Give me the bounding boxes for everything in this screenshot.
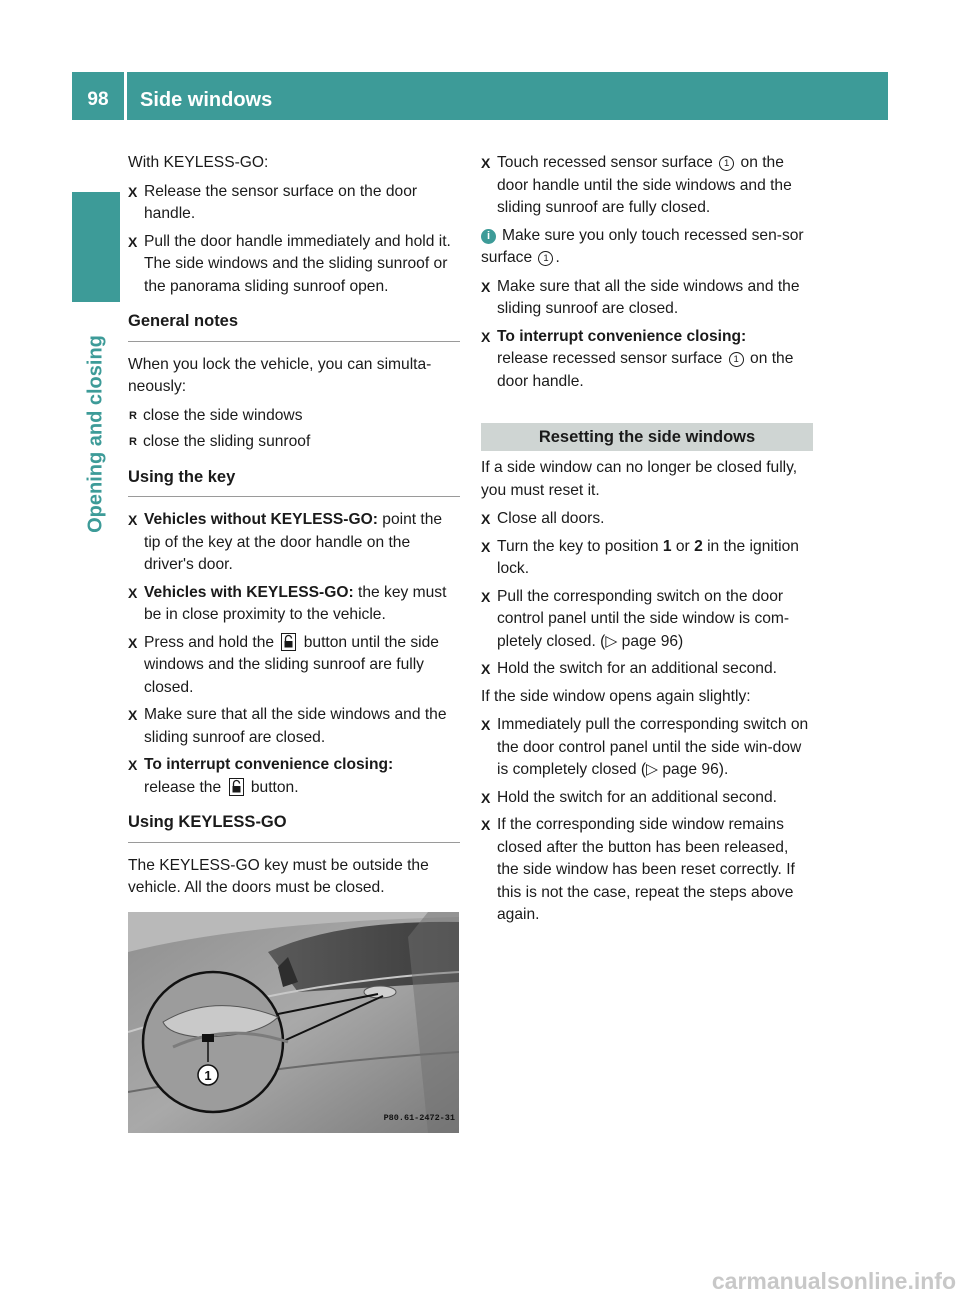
instruction-step	[481, 814, 813, 927]
info-icon: i	[481, 229, 496, 244]
door-handle-figure	[128, 912, 459, 1133]
door-handle-illustration	[128, 912, 459, 1133]
info-text-end: .	[555, 249, 560, 266]
section-label: Opening and closing	[84, 335, 107, 533]
heading-using-the-key: Using the key	[128, 466, 460, 498]
page-number: 98	[87, 89, 109, 110]
step-marker-icon: X	[481, 789, 491, 806]
position-one: 1	[662, 537, 672, 555]
instruction-step	[128, 231, 460, 299]
callout-label: 1	[204, 1067, 212, 1083]
instruction-step	[481, 508, 813, 531]
list-item	[128, 431, 460, 454]
resetting-intro: If a side window can no longer be closed fully, you must reset it.	[481, 459, 798, 499]
unlock-key-icon	[229, 778, 244, 796]
unlock-key-icon	[281, 633, 296, 651]
step-bold-text: To interrupt convenience closing:	[144, 756, 394, 773]
step-marker-icon: X	[128, 757, 138, 773]
callout-one-icon: 1	[719, 156, 734, 171]
section-tab	[72, 192, 120, 302]
step-text: Turn the key to position	[497, 537, 663, 555]
step-text: Make sure that all the side windows and the sliding sunroof are closed.	[144, 706, 447, 746]
position-two: 2	[694, 537, 703, 555]
instruction-step	[128, 632, 460, 700]
instruction-step	[128, 704, 460, 749]
step-text: Press and hold the	[144, 633, 275, 651]
intro-text: With KEYLESS-GO:	[128, 154, 269, 171]
step-text: or	[671, 537, 695, 555]
instruction-step	[481, 714, 813, 782]
step-text: Hold the switch for an additional second.	[497, 660, 777, 677]
callout-one-icon: 1	[729, 352, 744, 367]
instruction-step	[481, 152, 813, 220]
step-marker-icon: X	[128, 634, 138, 651]
step-marker-icon: X	[128, 584, 138, 601]
info-text: Make sure you only touch recessed sen-sor surface	[481, 226, 804, 266]
general-notes-text: When you lock the vehicle, you can simulta-neously:	[128, 355, 432, 395]
step-text: button until the side windows and the sliding sunroof are fully closed.	[144, 633, 439, 696]
step-text: Pull the corresponding switch on the door control panel until the side window is com-pletely closed. (▷ page 96)	[497, 587, 790, 650]
instruction-step	[481, 658, 813, 681]
step-marker-icon: X	[481, 661, 491, 677]
step-text: release recessed sensor surface	[497, 350, 723, 367]
instruction-step	[128, 509, 460, 577]
heading-using-keyless-go: Using KEYLESS-GO	[128, 811, 460, 843]
step-text: Release the sensor surface on the door handle.	[144, 182, 418, 222]
step-bold-text: Vehicles with KEYLESS-GO:	[144, 583, 354, 601]
step-marker-icon: X	[481, 278, 491, 295]
instruction-step	[481, 276, 813, 321]
step-marker-icon: X	[128, 707, 138, 723]
step-text: If the corresponding side window remains closed after the button has been released, the side window has been reset correctly. If this is not the case, repeat the steps above again.	[497, 816, 795, 923]
left-column	[128, 152, 460, 1133]
watermark: carmanualsonline.info	[711, 1268, 956, 1294]
step-text: on the door handle until the side windows and the sliding sunroof are fully closed.	[497, 154, 792, 216]
step-marker-icon: X	[481, 588, 491, 605]
info-note	[481, 225, 813, 270]
step-text: in the ignition lock.	[497, 537, 799, 577]
step-text: Touch recessed sensor surface	[497, 154, 713, 171]
header-divider	[124, 72, 127, 120]
list-item-text: close the side windows	[143, 406, 303, 424]
step-bold-text: Vehicles without KEYLESS-GO:	[144, 511, 378, 528]
step-marker-icon: X	[128, 512, 138, 528]
instruction-step	[481, 586, 813, 654]
step-marker-icon: X	[481, 328, 491, 345]
step-marker-icon: X	[481, 717, 491, 733]
bullet-icon: R	[129, 436, 137, 448]
step-marker-icon: X	[481, 155, 491, 171]
callout-one-icon: 1	[538, 251, 553, 266]
instruction-step	[128, 754, 460, 799]
step-text: Make sure that all the side windows and the sliding sunroof are closed.	[497, 277, 800, 317]
instruction-step	[481, 536, 813, 581]
bullet-icon: R	[129, 409, 137, 422]
step-marker-icon: X	[128, 183, 138, 200]
step-text: Pull the door handle immediately and hold it.	[144, 232, 451, 250]
step-marker-icon: X	[481, 511, 491, 527]
figure-reference: P80.61-2472-31	[383, 1113, 455, 1123]
step-marker-icon: X	[481, 538, 491, 555]
step-text: point the tip of the key at the door handle on the driver's door.	[144, 511, 443, 573]
step-text: button.	[250, 778, 299, 796]
step-text: Hold the switch for an additional second.	[497, 788, 777, 806]
step-text: on the door handle.	[497, 350, 794, 390]
list-item-text: close the sliding sunroof	[143, 433, 311, 450]
instruction-step	[128, 582, 460, 627]
step-result: The side windows and the sliding sunroof or the panorama sliding sunroof open.	[144, 255, 448, 295]
step-marker-icon: X	[128, 233, 138, 250]
step-bold-text: To interrupt convenience closing:	[497, 327, 747, 345]
step-marker-icon: X	[481, 817, 491, 833]
heading-general-notes: General notes	[128, 310, 460, 342]
page-title: Side windows	[140, 89, 273, 111]
heading-resetting-side-windows: Resetting the side windows	[481, 423, 813, 451]
step-text: Immediately pull the corresponding switch on the door control panel until the side win-dow is completely closed (▷ page 96).	[497, 716, 809, 778]
step-text: the key must be in close proximity to the vehicle.	[144, 583, 447, 623]
list-item	[128, 405, 460, 428]
step-text: Close all doors.	[497, 510, 605, 527]
instruction-step	[481, 787, 813, 810]
keyless-go-text: The KEYLESS-GO key must be outside the vehicle. All the doors must be closed.	[128, 856, 429, 896]
right-column	[481, 152, 813, 932]
instruction-step	[128, 181, 460, 226]
step-text: release the	[144, 778, 222, 796]
instruction-step	[481, 326, 813, 394]
condition-text: If the side window opens again slightly:	[481, 687, 751, 705]
